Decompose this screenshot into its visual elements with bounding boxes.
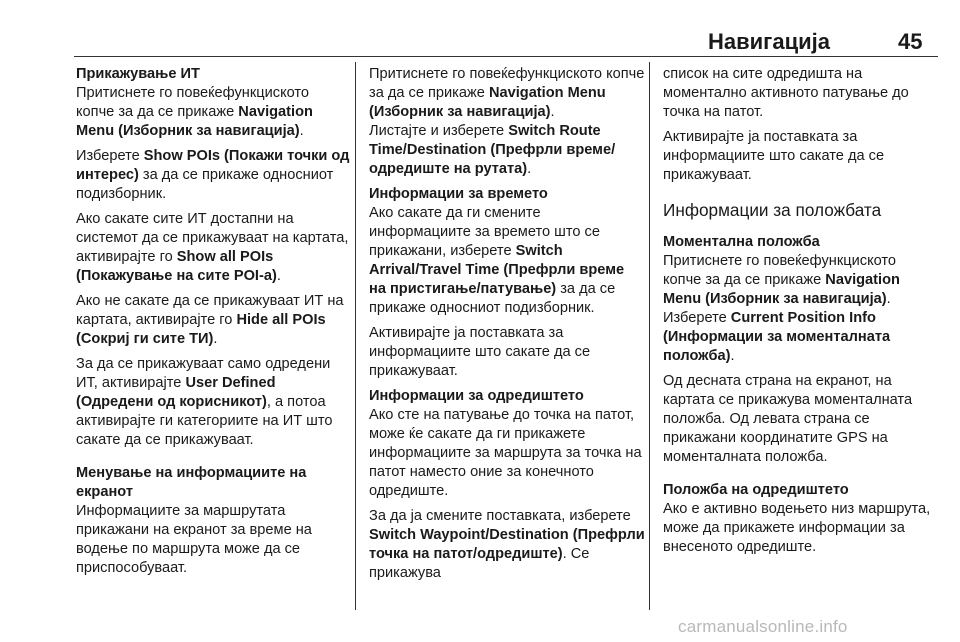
section-heading-time-info: Информации за времето — [369, 186, 548, 202]
section-heading-current-position: Моментална положба — [663, 234, 820, 250]
section-heading-destination-info: Информации за одредиштето — [369, 388, 584, 404]
paragraph: Ако сакате да ги смените информациите за времето што се прикажани, изберете Switch Arrival/Travel Time (Префрли време на пристигање/патување) за да се прикаже односниот подизборник. — [369, 205, 625, 316]
paragraph: Изберете Show POIs (Покажи точки од интерес) за да се прикаже односниот подизборник. — [76, 148, 350, 202]
paragraph: Притиснете го повеќефункциското копче за да се прикаже Navigation Menu (Изборник за навигација). — [76, 85, 313, 139]
paragraph: Информациите за маршрутата прикажани на екранот за време на водење по маршрута може да се приспособуваат. — [76, 503, 312, 576]
column-2 — [369, 65, 645, 589]
paragraph: Ако сакате сите ИТ достапни на системот да се прикажуваат на картата, активирајте го Show all POIs (Покажување на сите POI-а). — [76, 211, 349, 284]
section-heading-poi: Прикажување ИТ — [76, 66, 200, 82]
column-divider — [649, 62, 650, 610]
column-3 — [663, 65, 937, 563]
page-number: 45 — [898, 29, 923, 54]
page-title: Навигација — [708, 29, 830, 54]
section-heading-position-info: Информации за положбата — [663, 200, 882, 220]
paragraph: Притиснете го повеќефункциското копче за да се прикаже Navigation Menu (Изборник за навигација). Изберете Current Position Info (Информации за моменталната положба). — [663, 253, 900, 364]
paragraph: Ако сте на патување до точка на патот, може ќе сакате да ги прикажете информациите за маршрута за точка на патот наместо оние за конечното одредиште. — [369, 407, 642, 499]
paragraph: Ако не сакате да се прикажуваат ИТ на картата, активирајте го Hide all POIs (Сокриј ги сите ТИ). — [76, 293, 344, 347]
paragraph: За да се прикажуваат само одредени ИТ, активирајте User Defined (Одредени од корисникот), а потоа активирајте ги категориите на ИТ што сакате да се прикажуваат. — [76, 356, 333, 448]
paragraph: Притиснете го повеќефункциското копче за да се прикаже Navigation Menu (Изборник за навигација). Листајте и изберете Switch Route Time/Destination (Префрли време/одредиште на рутата). — [369, 66, 645, 177]
section-heading-destination-position: Положба на одредиштето — [663, 482, 849, 498]
paragraph: Активирајте ја поставката за информациите што сакате да се прикажуваат. — [369, 325, 591, 379]
section-heading-screen-info: Менување на информациите на екранот — [76, 465, 307, 500]
paragraph: Од десната страна на екранот, на картата се прикажува моменталната положба. Од левата страна се прикажани координатите GPS на моменталната положба. — [663, 373, 913, 465]
column-1 — [76, 65, 350, 584]
watermark-text: carmanualsonline.info — [678, 617, 848, 636]
header-rule — [74, 56, 938, 57]
paragraph: Ако е активно водењето низ маршрута, може да прикажете информации за внесеното одредиште. — [663, 501, 931, 555]
paragraph: Активирајте ја поставката за информациите што сакате да се прикажуваат. — [663, 129, 885, 183]
column-divider — [355, 62, 356, 610]
paragraph: За да ја смените поставката, изберете Switch Waypoint/Destination (Префрли точка на патот/одредиште). Се прикажува — [369, 508, 645, 581]
paragraph: список на сите одредишта на моментално активното патување до точка на патот. — [663, 66, 909, 120]
